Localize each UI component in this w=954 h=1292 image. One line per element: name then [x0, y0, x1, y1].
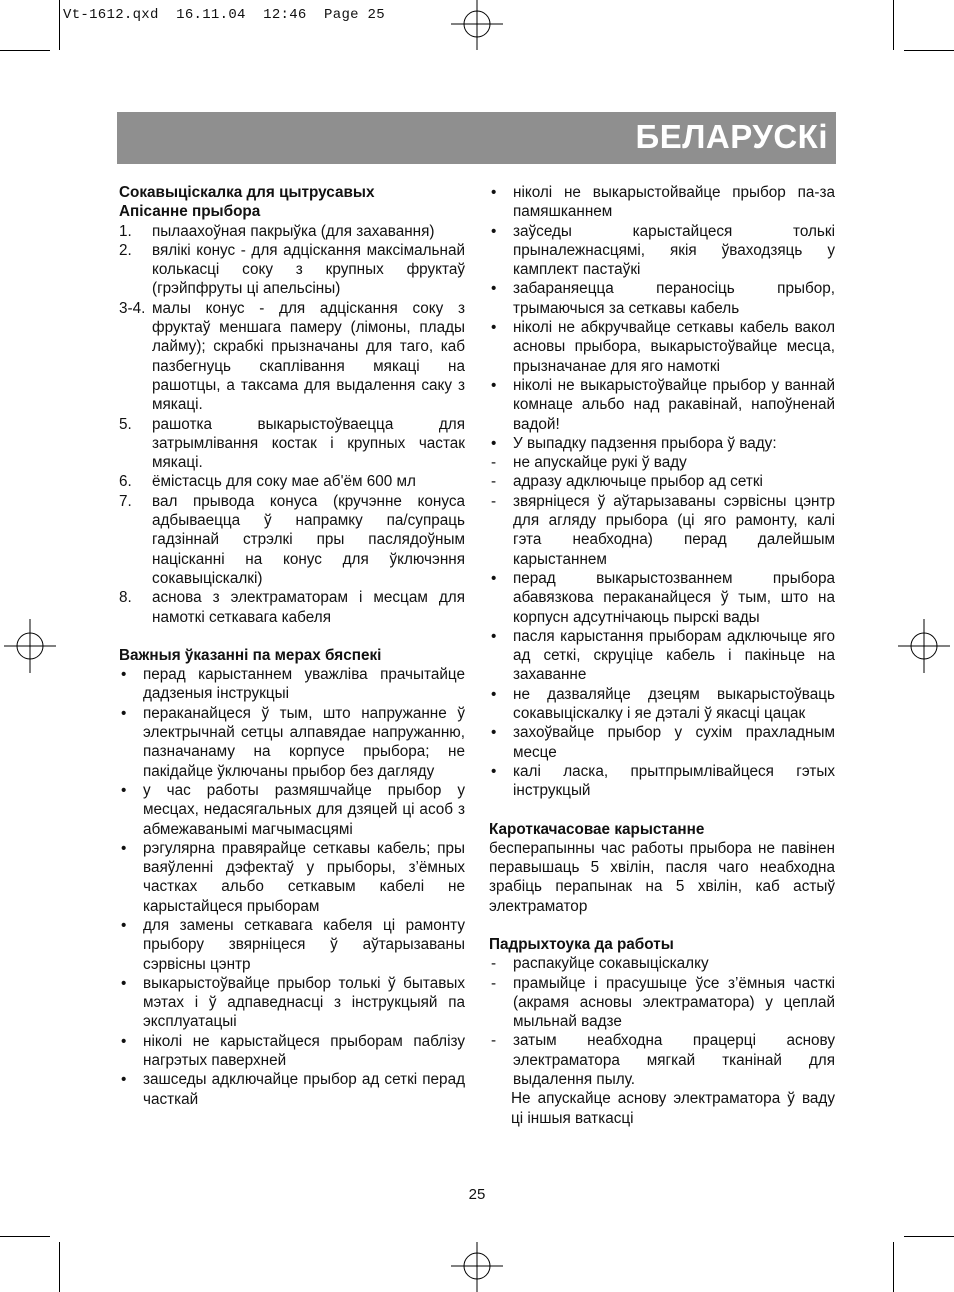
list-item [489, 183, 835, 222]
print-slug: Vt-1612.qxd 16.11.04 12:46 Page 25 [63, 7, 385, 23]
list-marker: • [491, 724, 497, 742]
list-item-text: У выпадку падзення прыбора ў ваду: [513, 434, 777, 452]
list-item [119, 781, 465, 839]
list-item-text: вялікі конус - для адціскання максімальнай колькасці соку з крупных фруктаў (грэйпфруты ці апельсіны) [152, 241, 465, 298]
list-marker: - [491, 1032, 497, 1050]
list-item-text: рашотка выкарыстоўваецца для затрымлівання костак і крупных частак мякаці. [152, 415, 465, 472]
list-item-text: ніколі не карыстайцеся прыборам паблізу нагрэтых паверхней [143, 1032, 465, 1070]
list-marker: - [491, 492, 497, 510]
list-item-text: для замены сеткавага кабеля ці рамонту прыбору звярніцеся ў аўтарызаваны сэрвісны цэнтр [143, 916, 465, 973]
list-item-text: выкарыстоўвайце прыбор толькі ў бытавых мэтах і ў адпаведнасці з інструкцыяй па эксплуатацыі [143, 974, 465, 1031]
registration-mark-icon [451, 0, 503, 50]
list-item [119, 472, 465, 491]
crop-mark [893, 0, 894, 50]
section-heading: Кароткачасовае карыстанне [489, 820, 705, 838]
list-marker: • [121, 666, 127, 684]
list-item-text: ніколі не выкарыстойвайце прыбор па-за памяшканнем [513, 184, 835, 221]
list-marker: • [491, 222, 497, 240]
list-item-text: забараняецца пераносіць прыбор, трымаючыся за сеткавы кабель [513, 280, 835, 317]
list-marker: • [491, 762, 497, 780]
list-item [119, 1070, 465, 1109]
list-item [489, 954, 835, 973]
crop-mark [59, 1242, 60, 1292]
list-marker: • [491, 376, 497, 394]
list-marker: • [491, 319, 497, 337]
list-item [489, 453, 835, 472]
list-marker: • [491, 627, 497, 645]
list-item [489, 492, 835, 569]
list-item [119, 704, 465, 781]
list-item [489, 685, 835, 724]
list-item [119, 665, 465, 704]
safety-list-continued [489, 183, 835, 801]
section-heading: Важныя ўказанні па мерах бяспекі [119, 646, 382, 664]
list-marker: • [491, 184, 497, 201]
list-item-text: распакуйце сокавыціскалку [513, 955, 709, 973]
list-item [489, 762, 835, 801]
list-item [119, 415, 465, 473]
list-marker: • [121, 1071, 127, 1089]
list-item [119, 974, 465, 1032]
list-marker: • [121, 781, 127, 799]
list-marker: - [491, 473, 497, 491]
list-marker: 2. [119, 241, 132, 259]
left-column [119, 183, 465, 1109]
list-item-text: перад выкарыстозваннем прыбора абавязкова пераканайцеся ў тым, што на корпусн адсутнічаюць пырскі вады [513, 569, 835, 626]
list-marker: 8. [119, 589, 132, 607]
list-item [489, 723, 835, 762]
list-marker: • [121, 839, 127, 857]
list-item [119, 839, 465, 916]
parts-list [119, 222, 465, 627]
list-marker: • [121, 916, 127, 934]
list-item-text: затым неабходна працерці аснову электраматора мягкай тканінай для выдалення пылу. [513, 1032, 835, 1089]
list-item-text: адразу адключыце прыбор ад сеткі [513, 473, 763, 491]
list-item [489, 627, 835, 685]
list-item [489, 318, 835, 376]
crop-mark [904, 1236, 954, 1237]
list-item-text: захоўвайце прыбор у сухім прахладным месце [513, 724, 835, 761]
list-item-text: не апускайце рукі ў ваду [513, 454, 687, 472]
list-item [119, 588, 465, 627]
registration-mark-icon [898, 619, 950, 673]
crop-mark [904, 50, 954, 51]
page-number: 25 [468, 1186, 486, 1203]
list-item [489, 222, 835, 280]
banner-title: БЕЛАРУСКі [635, 118, 828, 155]
list-item [119, 241, 465, 299]
list-marker: • [121, 1032, 127, 1050]
list-item-text: звярніцеся ў аўтарызаваны сэрвісны цэнтр для агляду прыбора (ці яго рамонту, калі гэта неабходна) перад далейшым карыстаннем [513, 492, 835, 568]
list-marker: - [491, 974, 497, 992]
section-heading: Апісанне прыбора [119, 203, 261, 221]
list-marker: 3-4. [119, 299, 146, 317]
list-item-text: ёмістасць для соку мае аб'ём 600 мл [152, 473, 416, 491]
registration-mark-icon [451, 1242, 503, 1292]
list-item-text: рэгулярна правярайце сеткавы кабель; пры ваяўленні дэфектаў у прыборы, з’ёмных частках альбо сеткавым кабелі не карыстайцеся прыборам [143, 839, 465, 915]
language-banner [117, 112, 836, 164]
list-item-text: малы конус - для адціскання соку з фруктаў меншага памеру (лімоны, плады лайму); скрабкі прызначаны для таго, каб пазбегнуць скаплівання мякаці на рашотцы, а таксама для выдалення саку з мякаці. [152, 299, 465, 414]
list-item [489, 974, 835, 1032]
list-item-text: прамыйце і прасушыце ўсе з’ёмныя часткі (акрамя асновы электраматора) у цеплай мыльнай вадзе [513, 974, 835, 1031]
list-item [119, 1032, 465, 1071]
list-item [489, 472, 835, 491]
list-item-text: не дазваляйце дзецям выкарыстоўваць сокавыціскалку і яе дэталі ў якасці цацак [513, 685, 835, 723]
list-marker: • [491, 434, 497, 452]
list-item-text: ніколі не абкручвайце сеткавы кабель вакол асновы прыбора, выкарыстоўвайце месца, прызначанае для яго намоткі [513, 319, 835, 375]
section-heading: Падрыхтоука да работы [489, 935, 674, 953]
list-item-text: аснова з электраматорам і месцам для намоткі сеткавага кабеля [152, 589, 465, 626]
list-item-text: калі ласка, прытпрымлівайцеся гэтых інструкцый [513, 762, 835, 800]
list-marker: - [491, 454, 497, 472]
list-item [489, 1031, 835, 1089]
crop-mark [59, 0, 60, 50]
list-marker: 1. [119, 222, 132, 240]
list-item-text: пылаахоўная пакрыўка (для захавання) [152, 222, 435, 240]
list-item-text: ніколі не выкарыстоўвайце прыбор у ваннай комнаце альбо над ракавінай, напоўненай вадой! [513, 376, 835, 433]
crop-mark [0, 50, 50, 51]
list-item-text: у час работы размяшчайце прыбор у месцах, недасягальных для дзяцей ці асоб з абмежаванымі магчымасцямі [143, 781, 465, 838]
list-item-text: пераканайцеся ў тым, што напружанне ў электрычнай сетцы алпавядае напружанню, пазначанаму на корпусе прыбора; не пакідайце ўключаны прыбор без дагляду [143, 704, 465, 780]
list-item-text: перад карыстаннем уважліва прачытайце дадзеныя інструкцыі [143, 666, 465, 703]
list-item [489, 376, 835, 434]
paragraph: Не апускайце аснову электраматора ў ваду ці іншыя ваткасці [511, 1090, 835, 1127]
list-item-text: зашседы адключайце прыбор ад сеткі перад часткай [143, 1071, 465, 1108]
list-marker: • [491, 569, 497, 587]
crop-mark [893, 1242, 894, 1292]
list-marker: - [491, 955, 497, 973]
list-item [119, 222, 465, 241]
list-marker: • [121, 974, 127, 992]
list-item [489, 279, 835, 318]
list-marker: 5. [119, 415, 132, 433]
list-marker: • [121, 704, 127, 722]
section-heading: Сокавыціскалка для цытрусавых [119, 184, 375, 201]
crop-mark [0, 1236, 50, 1237]
preparation-list [489, 954, 835, 1089]
paragraph: бесперапынны час работы прыбора не павінен перавышаць 5 хвілін, пасля чаго неабходна зрабіць перапынак на 5 хвілін, каб астыў электраматор [489, 839, 835, 915]
list-item [489, 569, 835, 627]
list-item-text: заўседы карыстайцеся толькі прыналежнасцямі, якія ўваходзяць у камплект пастаўкі [513, 222, 835, 279]
list-item [119, 299, 465, 415]
list-marker: 6. [119, 473, 132, 491]
list-item-text: пасля карыстання прыборам адключыце яго ад сеткі, скруціце кабель і пакіньце на захаванне [513, 627, 835, 684]
list-item-text: вал прывода конуса (кручэнне конуса адбываецца ў напрамку па/супраць гадзіннай стрэлкі пры паслядоўным націсканні на конус для ўключэння сокавыціскалкі) [152, 492, 465, 587]
list-item [489, 434, 835, 453]
list-item [119, 492, 465, 588]
list-marker: • [491, 685, 497, 703]
right-column [489, 183, 835, 1128]
safety-list [119, 665, 465, 1109]
list-marker: 7. [119, 492, 132, 510]
list-item [119, 916, 465, 974]
list-marker: • [491, 280, 497, 298]
registration-mark-icon [4, 619, 56, 673]
